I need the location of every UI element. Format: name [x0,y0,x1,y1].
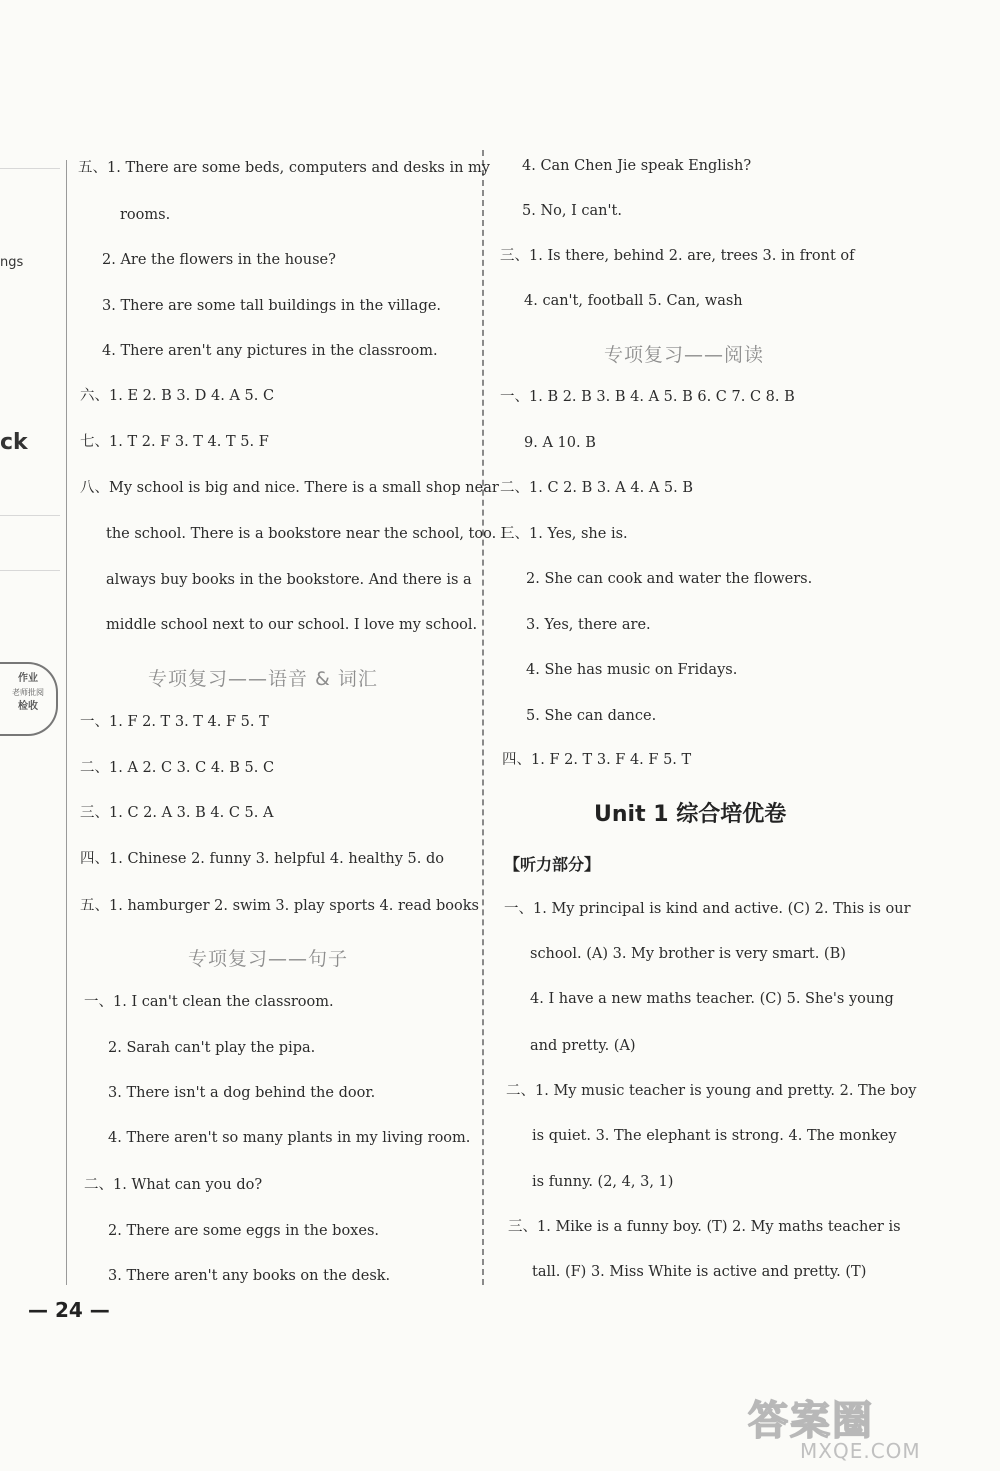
answer-line: 2. She can cook and water the flowers. [526,571,813,587]
answer-line: 5. No, I can't. [522,203,622,219]
answer-line: is funny. (2, 4, 3, 1) [532,1174,674,1190]
stamp-line: 老师批阅 [12,688,44,697]
answer-line: 八、My school is big and nice. There is a small shop near [80,480,499,496]
answer-line: 四、1. Chinese 2. funny 3. helpful 4. healthy 5. do [80,851,444,867]
answer-line: 2. Sarah can't play the pipa. [108,1040,316,1056]
answer-line: 三、1. Yes, she is. [500,526,628,542]
watermark [740,1385,980,1465]
homework-stamp [0,662,58,736]
answer-line: 4. She has music on Fridays. [526,662,738,678]
edge-rule [0,570,60,571]
answer-line: is quiet. 3. The elephant is strong. 4. The monkey [532,1128,897,1144]
stamp-line: 检收 [18,701,38,712]
answer-line: 七、1. T 2. F 3. T 4. T 5. F [80,434,269,450]
answer-line: 5. She can dance. [526,708,657,724]
answer-line: the school. There is a bookstore near the school, too. I [106,526,507,542]
section-title: 专项复习——语音 & 词汇 [148,668,378,690]
answer-line: 一、1. I can't clean the classroom. [84,994,334,1010]
answer-line: and pretty. (A) [530,1038,636,1054]
answer-line: 二、1. My music teacher is young and pretty. 2. The boy [506,1083,917,1099]
answer-line: 一、1. F 2. T 3. T 4. F 5. T [80,714,269,730]
answer-line: 五、1. hamburger 2. swim 3. play sports 4. read books [80,898,479,914]
page-number: — 24 — [28,1298,110,1322]
answer-line: 3. Yes, there are. [526,617,651,633]
edge-text-fragment: ngs [0,255,24,270]
stamp-line: 作业 [18,673,38,684]
unit-title: Unit 1 综合培优卷 [594,802,787,827]
answer-line: 4. There aren't any pictures in the classroom. [102,343,438,359]
answer-line: school. (A) 3. My brother is very smart. (B) [530,946,846,962]
sub-title: 【听力部分】 [504,855,601,874]
answer-line: 4. can't, football 5. Can, wash [524,293,743,309]
edge-rule [0,515,60,516]
column-divider [482,150,484,1285]
answer-line: 3. There aren't any books on the desk. [108,1268,391,1284]
answer-line: rooms. [120,207,171,223]
answer-line: 一、1. B 2. B 3. B 4. A 5. B 6. C 7. C 8. B [500,389,795,405]
answer-line: 五、1. There are some beds, computers and desks in my [78,160,490,176]
answer-line: 4. Can Chen Jie speak English? [522,158,752,174]
answer-line: 二、1. What can you do? [84,1177,263,1193]
answer-line: 三、1. Mike is a funny boy. (T) 2. My maths teacher is [508,1219,901,1235]
watermark-site: MXQE.COM [800,1439,921,1463]
edge-rule [0,168,60,169]
answer-line: 四、1. F 2. T 3. F 4. F 5. T [502,752,692,768]
section-title: 专项复习——句子 [188,948,349,970]
watermark-logo: 答案圈 [748,1398,874,1444]
answer-line: 六、1. E 2. B 3. D 4. A 5. C [80,388,275,404]
answer-line: 3. There isn't a dog behind the door. [108,1085,376,1101]
answer-line: middle school next to our school. I love my school. [106,617,478,633]
answer-line: 3. There are some tall buildings in the village. [102,298,442,314]
answer-line: 2. There are some eggs in the boxes. [108,1223,379,1239]
answer-line: 4. There aren't so many plants in my living room. [108,1130,471,1146]
answer-line: 2. Are the flowers in the house? [102,252,336,268]
answer-line: tall. (F) 3. Miss White is active and pretty. (T) [532,1264,867,1280]
answer-line: 4. I have a new maths teacher. (C) 5. She's young [530,991,894,1007]
answer-line: 二、1. C 2. B 3. A 4. A 5. B [500,480,694,496]
answer-line: 三、1. C 2. A 3. B 4. C 5. A [80,805,274,821]
section-title: 专项复习——阅读 [604,344,765,366]
edge-text-fragment: ck [0,430,28,455]
answer-line: 二、1. A 2. C 3. C 4. B 5. C [80,760,275,776]
answer-line: 一、1. My principal is kind and active. (C) 2. This is our [504,901,911,917]
answer-line: always buy books in the bookstore. And there is a [106,572,472,588]
answer-line: 三、1. Is there, behind 2. are, trees 3. in front of [500,248,855,264]
margin-line [66,160,67,1285]
answer-line: 9. A 10. B [524,435,596,451]
